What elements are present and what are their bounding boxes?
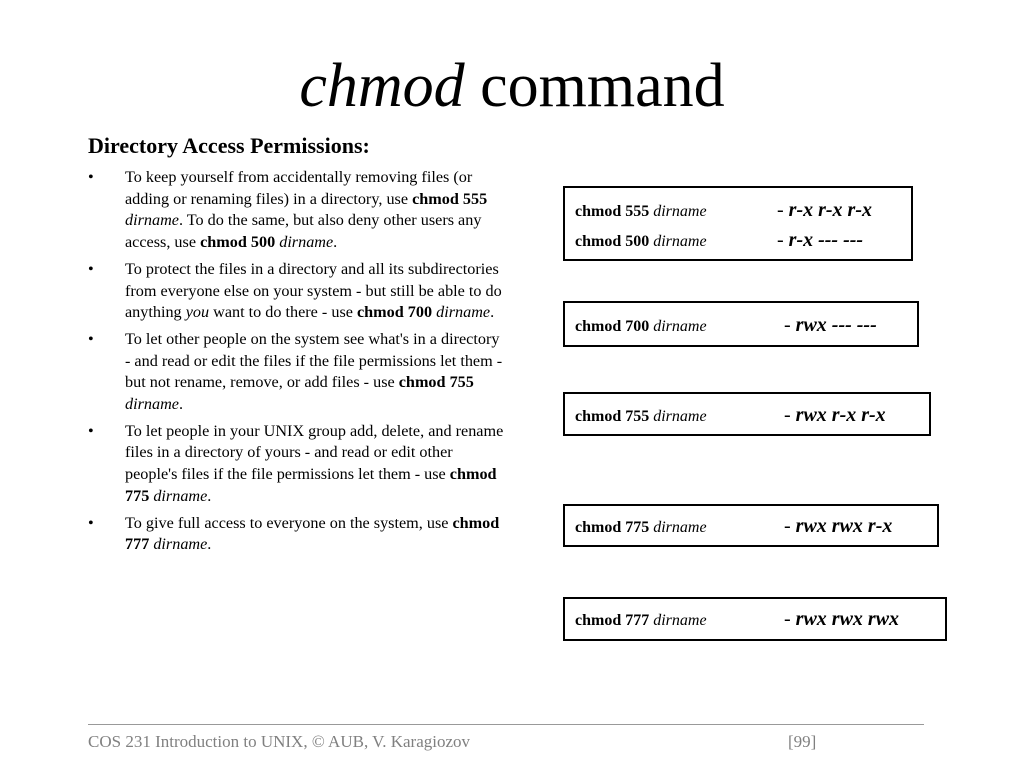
bullet-text: To let people in your UNIX group add, delete, and rename files in a directory of yours - and read or edit other people's files if the file permissions let them - use — [125, 421, 504, 484]
permission-row — [575, 318, 707, 336]
perm-dash: - — [777, 229, 789, 251]
bullet-item — [88, 167, 508, 254]
section-heading: Directory Access Permissions: — [88, 133, 370, 158]
bullet-dot: • — [88, 513, 94, 532]
bullet-dot: • — [88, 168, 94, 186]
command: chmod 700 — [575, 318, 650, 335]
perm-bits: rwx --- --- — [795, 314, 877, 336]
command-arg: dirname — [653, 203, 707, 220]
permission-box-700 — [563, 301, 919, 347]
command: chmod 775 — [575, 519, 650, 536]
bullet-command: chmod 775 — [125, 465, 497, 505]
permission-row — [575, 612, 707, 630]
bullet-arg: dirname — [153, 535, 208, 554]
perm-bits: rwx r-x r-x — [795, 404, 886, 426]
slide-title — [0, 50, 1024, 122]
title-command-name: chmod — [299, 52, 465, 120]
bullet-arg: dirname — [125, 395, 179, 414]
permission-box-777 — [563, 597, 947, 641]
permission-box-555-500 — [563, 186, 913, 261]
bullet-text: To keep yourself from accidentally removing files (or adding or renaming files) in a directory, use — [125, 168, 473, 208]
bullet-text: . — [178, 395, 183, 414]
command-arg: dirname — [653, 233, 707, 250]
perm-dash: - — [784, 515, 796, 537]
bullet-text: . To do the same, but also deny other users any access, use — [125, 211, 482, 252]
command: chmod 500 — [575, 233, 650, 250]
command: chmod 755 — [575, 408, 650, 425]
bullet-command: chmod 755 — [398, 373, 474, 392]
bullet-command: chmod 700 — [356, 303, 433, 322]
footer-course: COS 231 Introduction to UNIX, © AUB, V. Karagiozov — [88, 732, 471, 751]
permission-string — [777, 229, 863, 252]
bullet-dot: • — [88, 259, 94, 278]
perm-dash: - — [777, 199, 789, 221]
command-arg: dirname — [653, 408, 707, 425]
bullet-command: chmod 555 — [412, 189, 488, 208]
bullet-text: . — [207, 535, 212, 554]
bullet-item — [88, 329, 508, 416]
footer-page-number: [99] — [788, 732, 817, 751]
bullet-item — [88, 259, 508, 324]
permission-string — [784, 608, 899, 631]
permission-row — [575, 203, 707, 221]
bullet-text: . — [207, 486, 212, 505]
bullet-text: . — [490, 303, 495, 322]
perm-dash: - — [784, 608, 796, 630]
perm-bits: rwx rwx r-x — [795, 515, 893, 537]
bullet-command: chmod 777 — [125, 513, 500, 554]
bullet-text: want to do there - use — [209, 303, 357, 322]
bullet-list — [88, 167, 508, 561]
bullet-item — [88, 513, 508, 556]
perm-bits: r-x --- --- — [788, 229, 864, 251]
perm-bits: r-x r-x r-x — [788, 199, 873, 221]
bullet-arg: dirname — [153, 486, 208, 505]
command: chmod 777 — [575, 612, 650, 629]
command-arg: dirname — [653, 519, 707, 536]
permission-string — [784, 314, 877, 337]
footer-divider — [88, 724, 924, 725]
command-arg: dirname — [653, 612, 707, 629]
bullet-arg: dirname — [125, 211, 179, 230]
permission-string — [777, 199, 872, 222]
permission-row — [575, 519, 707, 537]
command-arg: dirname — [653, 318, 707, 335]
perm-dash: - — [784, 404, 796, 426]
perm-dash: - — [784, 314, 796, 336]
bullet-dot: • — [88, 421, 94, 440]
bullet-text: To protect the files in a directory and all its subdirectories from everyone else on your system - but still be able to do anything — [125, 259, 502, 322]
perm-bits: rwx rwx rwx — [795, 608, 900, 630]
permission-string — [784, 404, 886, 427]
bullet-text: To give full access to everyone on the system, use — [125, 513, 453, 532]
permission-box-755 — [563, 392, 931, 436]
permission-string — [784, 515, 892, 538]
bullet-item — [88, 421, 508, 508]
permission-row — [575, 408, 707, 426]
bullet-command: chmod 500 — [200, 233, 276, 252]
command: chmod 555 — [575, 203, 650, 220]
bullet-dot: • — [88, 329, 94, 348]
bullet-text: To let other people on the system see what's in a directory - and read or edit the files if the file permissions let them - but not rename, remove, or add files - use — [125, 329, 503, 392]
bullet-arg: dirname — [436, 303, 491, 322]
title-rest: command — [464, 52, 725, 120]
permission-box-775 — [563, 504, 939, 547]
bullet-text: . — [333, 233, 338, 252]
permission-row — [575, 233, 707, 251]
bullet-arg: dirname — [279, 233, 334, 252]
bullet-emphasis: you — [185, 303, 210, 322]
